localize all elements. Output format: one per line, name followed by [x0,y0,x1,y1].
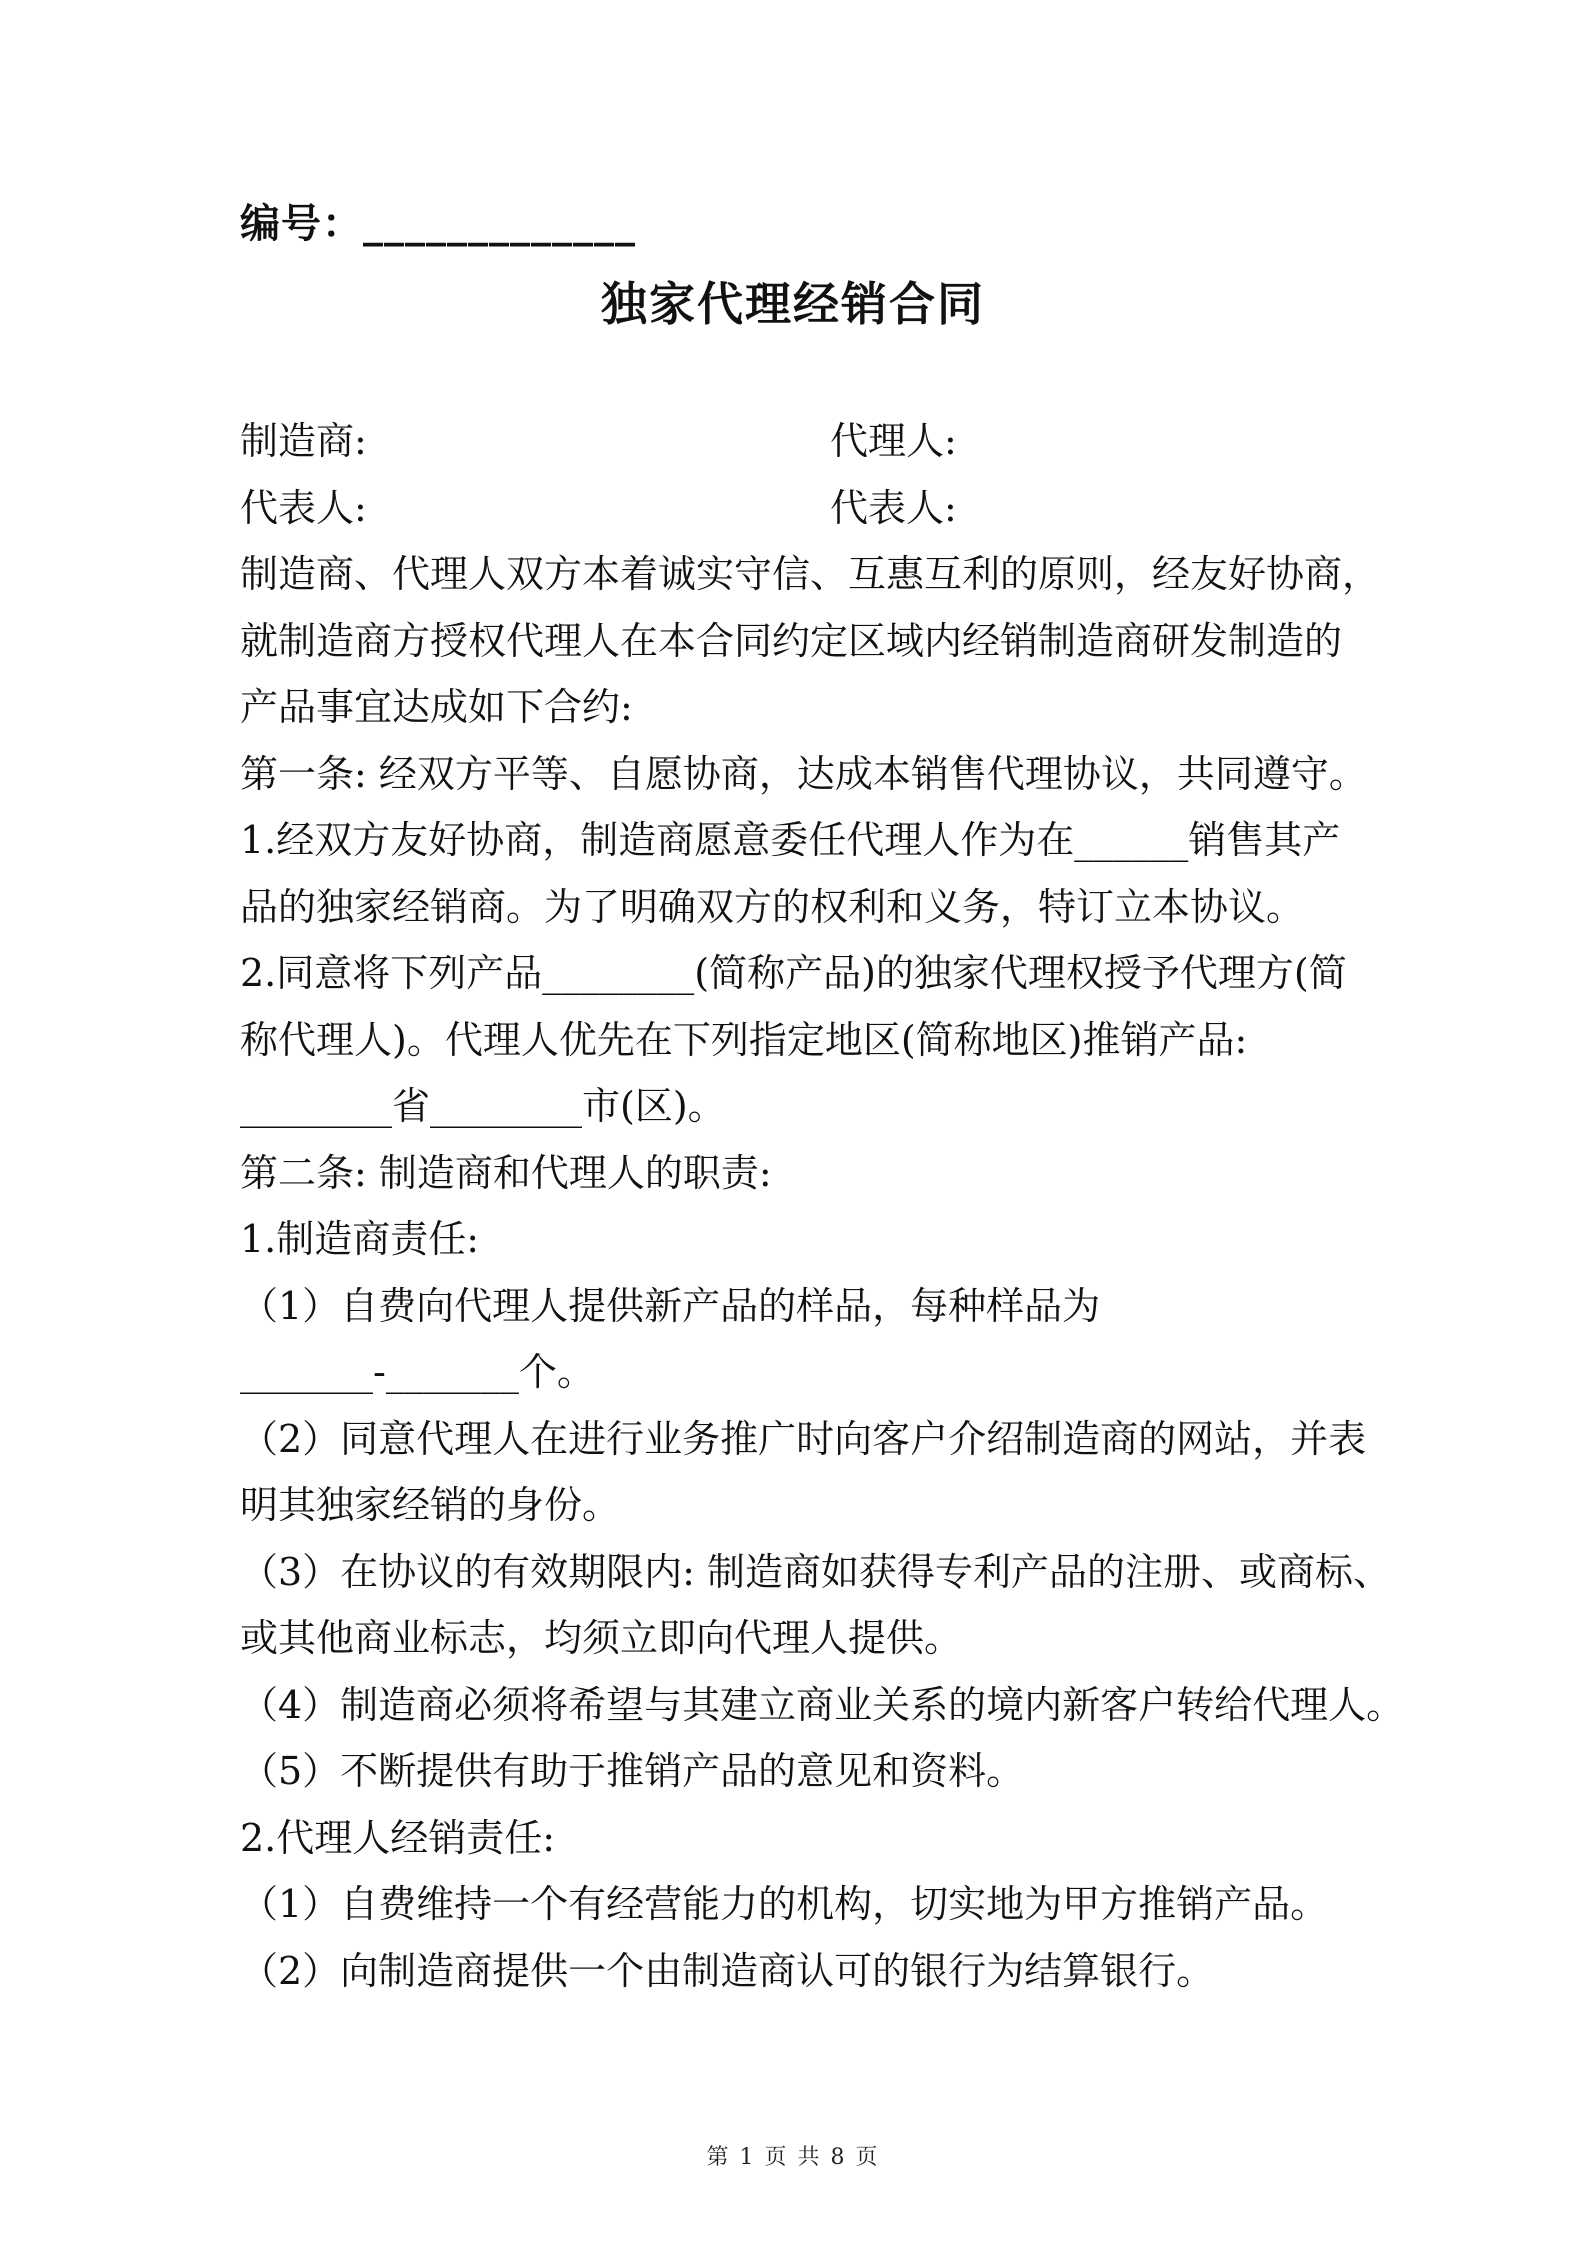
body-line: 2.代理人经销责任: [240,1815,556,1860]
body-line: 称代理人)。代理人优先在下列指定地区(简称地区)推销产品: [240,1017,1248,1062]
page-footer: 第 1 页 共 8 页 [706,2145,880,2170]
body-line: 制造商、代理人双方本着诚实守信、互惠互利的原则，经友好协商， [240,552,1381,596]
body-line: 就制造商方授权代理人在本合同约定区域内经销制造商研发制造的 [240,618,1343,663]
agent-rep-label: 代表人: [830,485,957,530]
body-line: 或其他商业标志，均须立即向代理人提供。 [240,1616,963,1660]
document-title: 独家代理经销合同 [601,277,985,331]
body-line: （1）自费向代理人提供新产品的样品，每种样品为 [240,1283,1101,1328]
manufacturer-label: 制造商: [240,419,367,463]
body-line: （5）不断提供有助于推销产品的意见和资料。 [240,1749,1025,1793]
body-line: 2.同意将下列产品________(简称产品)的独家代理权授予代理方(简 [240,951,1347,995]
body-line: （3）在协议的有效期限内: 制造商如获得专利产品的注册、或商标、 [240,1549,1392,1594]
body-line: ________省________市(区)。 [240,1084,726,1128]
body-line: 1.制造商责任: [240,1217,480,1261]
manufacturer-rep-label: 代表人: [240,485,367,530]
body-line: 第一条: 经双方平等、自愿协商，达成本销售代理协议，共同遵守。 [240,751,1367,796]
serial-number-label: 编号：_____________ [240,201,636,247]
body-line: 品的独家经销商。为了明确双方的权利和义务，特订立本协议。 [240,884,1305,929]
body-line: 第二条: 制造商和代理人的职责: [240,1150,772,1195]
body-line: （4）制造商必须将希望与其建立商业关系的境内新客户转给代理人。 [240,1682,1405,1727]
party-row-2 [240,475,1360,542]
contract-body [240,408,1405,2004]
body-line: 产品事宜达成如下合约: [240,685,633,729]
party-row-1 [240,408,1360,475]
body-line: 1.经双方友好协商，制造商愿意委任代理人作为在______销售其产 [240,818,1341,862]
body-line: （2）向制造商提供一个由制造商认可的银行为结算银行。 [240,1948,1215,1993]
agent-label: 代理人: [830,419,957,463]
body-line: 明其独家经销的身份。 [240,1483,621,1527]
body-line: （1）自费维持一个有经营能力的机构，切实地为甲方推销产品。 [240,1882,1329,1926]
body-line: _______-_______个。 [240,1350,595,1394]
body-line: （2）同意代理人在进行业务推广时向客户介绍制造商的网站，并表 [240,1416,1367,1461]
